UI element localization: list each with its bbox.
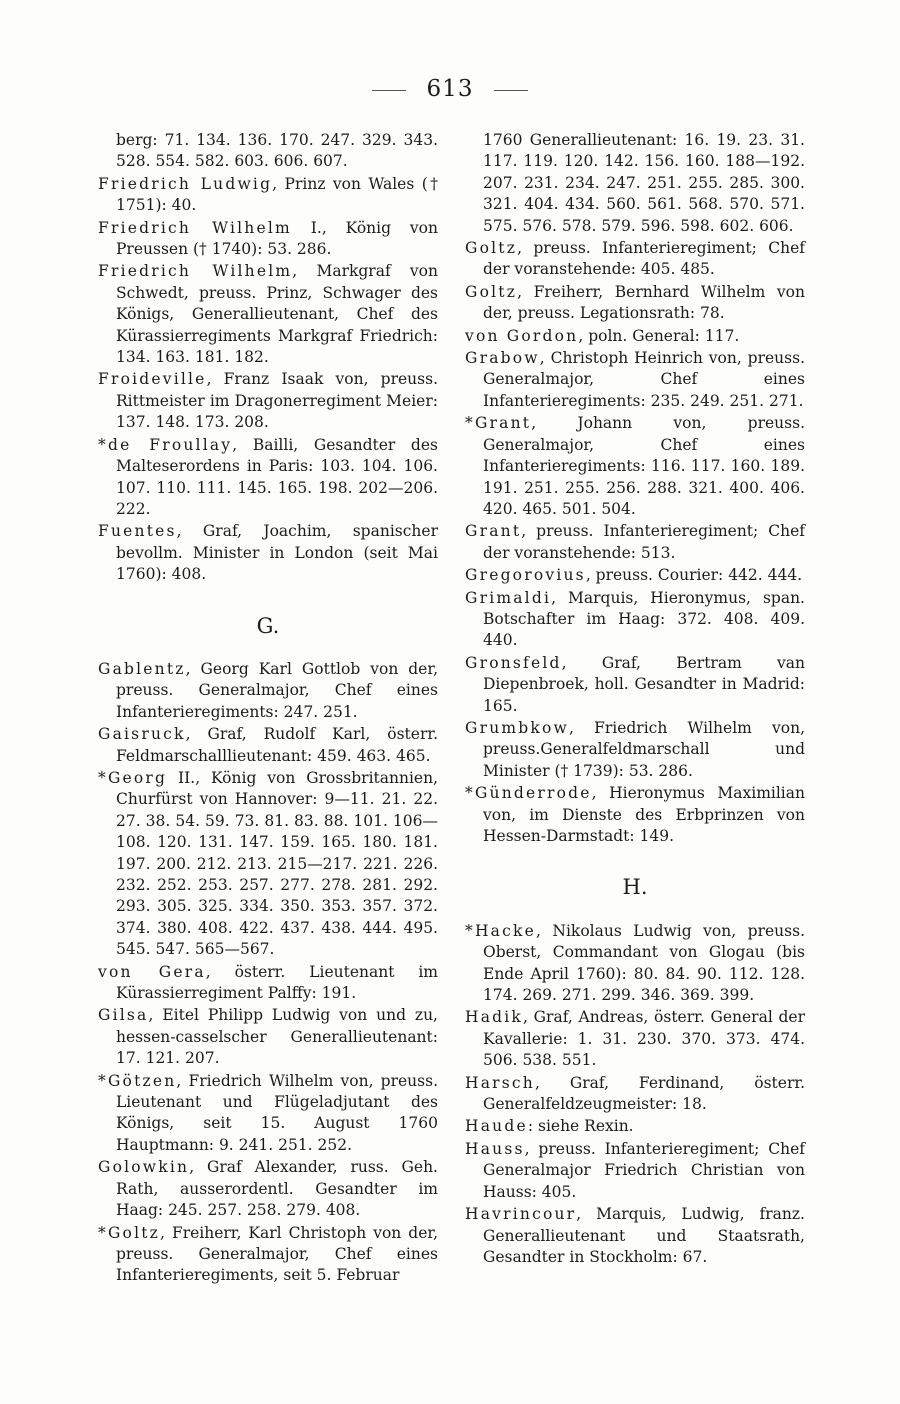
index-entry [98,174,438,217]
entry-text: , Graf, Joachim, spanischer bevollm. Minister in London (seit Mai 1760): 408. [116,522,438,584]
entry-text: II., König von Grossbritannien, Churfürst von Hannover: 9—11. 21. 22. 27. 38. 54. 59. 73. 81. 83. 88. 101. 106—108. 120. 131. 147. 159. 165. 180. 181. 197. 200. 212. 213. 215—217. 221. 226. 232. 252. 253. 257. 277. 278. 281. 292. 293. 305. 325. 334. 350. 353. 357. 372. 374. 380. 408. 422. 437. 438. 444. 495. 545. 547. 565—567. [116,768,438,959]
entry-text: , preuss. Infanterieregiment; Chef Generalmajor Friedrich Christian von Hauss: 405. [483,1139,805,1201]
entry-name: Goltz [465,239,518,258]
entry-text: I., König von Preussen († 1740): 53. 286. [116,218,438,259]
entry-name: *de Froullay [98,435,233,454]
entry-name: Friedrich Ludwig [98,174,273,193]
index-entry [465,1116,805,1137]
index-entry [98,435,438,521]
entry-text: , Prinz von Wales († 1751): 40. [116,174,439,215]
index-entry [465,521,805,564]
index-entry [465,348,805,412]
entry-text: berg: 71. 134. 136. 170. 247. 329. 343. 528. 554. 582. 603. 606. 607. [116,131,438,171]
entry-name: Gregorovius [465,566,586,585]
entry-name: Gablentz [98,659,186,678]
index-entry [465,130,805,237]
entry-text: , Georg Karl Gottlob von der, preuss. Generalmajor, Chef eines Infanterieregiments: 247. 251. [116,659,438,721]
index-entry [98,724,438,767]
section-letter-h: H. [622,875,648,900]
entry-text: , Freiherr, Karl Christoph von der, preuss. Generalmajor, Chef eines Infanterieregiments, seit 5. Februar [116,1223,438,1285]
entry-name: Havrincour [465,1205,577,1224]
index-entry [465,588,805,652]
index-entry [465,413,805,520]
index-entry [465,238,805,281]
entry-name: *Günderrode [465,784,592,803]
index-entry [465,1139,805,1203]
entry-text: , Friedrich Wilhelm von, preuss.Generalfeldmarschall und Minister († 1739): 53. 286. [483,718,805,780]
left-entries-before [98,130,438,586]
index-entry [465,565,805,586]
index-entry [98,962,438,1005]
entry-text: : siehe Rexin. [527,1117,634,1136]
index-entry [465,1073,805,1116]
entry-text: , Freiherr, Bernhard Wilhelm von der, preuss. Legationsrath: 78. [483,282,805,323]
entry-name: Friedrich Wilhelm [98,262,293,281]
index-entry [98,1157,438,1221]
entry-text: , Marquis, Hieronymus, span. Botschafter im Haag: 372. 408. 409. 440. [483,588,805,650]
entry-name: Gilsa [98,1006,149,1025]
entry-text: , Graf, Ferdinand, österr. Generalfeldzeugmeister: 18. [483,1073,805,1114]
entry-name: Hauss [465,1139,525,1158]
index-entry [465,326,805,347]
entry-name: *Grant [465,414,532,433]
right-column [465,130,805,1269]
entry-text: , Eitel Philipp Ludwig von und zu, hessen-casselscher Generallieutenant: 17. 121. 207. [116,1006,438,1068]
entry-text: , Hieronymus Maximilian von, im Dienste des Erbprinzen von Hessen-Darmstadt: 149. [483,784,805,845]
entry-text: , Marquis, Ludwig, franz. Generallieutenant und Staatsrath, Gesandter in Stockholm: 67. [483,1205,805,1266]
left-entries-after [98,659,438,1287]
index-entry [465,1007,805,1071]
entry-text: , Markgraf von Schwedt, preuss. Prinz, Schwager des Königs, Generallieutenant, Chef des Kürassierregiments Markgraf Friedrich: 134. 163. 181. 182. [116,262,438,367]
header-dash-right [494,90,528,91]
entry-name: Haude [465,1117,528,1136]
entry-name: Hadik [465,1008,524,1027]
entry-name: *Georg [98,768,168,787]
index-entry [98,659,438,723]
entry-text: , preuss. Courier: 442. 444. [585,566,803,585]
entry-text: , Graf, Andreas, österr. General der Kavallerie: 1. 31. 230. 370. 373. 474. 506. 538. 551. [483,1008,805,1070]
index-entry [465,783,805,847]
index-entry [98,1223,438,1287]
section-letter-g: G. [256,613,280,638]
entry-text: , österr. Lieutenant im Kürassierregiment Palffy: 191. [116,962,438,1003]
entry-text: , Johann von, preuss. Generalmajor, Chef eines Infanterieregiments: 116. 117. 160. 189. 191. 251. 255. 256. 288. 321. 400. 406. 420. 465. 501. 504. [483,414,805,518]
entry-name: von Gera [98,962,206,981]
entry-name: Friedrich Wilhelm [98,218,292,237]
entry-name: *Hacke [465,921,536,940]
entry-name: Fuentes [98,522,177,541]
index-entry [98,521,438,585]
index-entry [98,130,438,173]
entry-name: *Götzen [98,1071,177,1090]
entry-text: , Nikolaus Ludwig von, preuss. Oberst, Commandant von Glogau (bis Ende April 1760): 80. 84. 90. 112. 128. 174. 269. 271. 299. 346. 369. 399. [483,921,805,1005]
entry-text: , Graf, Bertram van Diepenbroek, holl. Gesandter in Madrid: 165. [483,653,805,715]
page-number: 613 [426,76,474,102]
entry-name: von Gordon [465,326,579,345]
index-entry [465,718,805,782]
entry-name: Goltz [465,282,518,301]
entry-text: , poln. General: 117. [578,326,740,345]
index-entry [98,261,438,368]
index-entry [98,768,438,961]
left-column [98,130,438,1288]
entry-text: , Graf Alexander, russ. Geh. Rath, ausserordentl. Gesandter im Haag: 245. 257. 258. 279. 408. [116,1158,438,1220]
entry-text: , Friedrich Wilhelm von, preuss. Lieutenant und Flügeladjutant des Königs, seit 15. August 1760 Hauptmann: 9. 241. 251. 252. [116,1071,438,1154]
entry-name: Grant [465,522,522,541]
header-dash-left [372,90,406,91]
index-entry [98,1071,438,1157]
entry-text: , Christoph Heinrich von, preuss. Generalmajor, Chef eines Infanterieregiments: 235. 249. 251. 271. [483,349,805,410]
index-entry [465,653,805,717]
entry-text: , preuss. Infanterieregiment; Chef der voranstehende: 405. 485. [483,239,805,279]
entry-text: , Franz Isaak von, preuss. Rittmeister im Dragonerregiment Meier: 137. 148. 173. 208. [116,370,438,432]
page-header [0,76,900,102]
entry-text: , Bailli, Gesandter des Malteserordens in Paris: 103. 104. 106. 107. 110. 111. 145. 165. 198. 202—206. 222. [116,435,438,518]
entry-name: Gaisruck [98,725,186,744]
entry-name: Grimaldi [465,588,552,607]
entry-name: Grumbkow [465,718,569,737]
index-entry [98,218,438,261]
index-entry [465,282,805,325]
entry-name: Gronsfeld [465,653,562,672]
entry-name: Harsch [465,1073,535,1092]
entry-name: Froideville [98,370,207,389]
right-entries-after [465,921,805,1269]
entry-text: 1760 Generallieutenant: 16. 19. 23. 31. 117. 119. 120. 142. 156. 160. 188—192. 207. 231. 234. 247. 251. 255. 285. 300. 321. 404. 434. 560. 561. 568. 570. 571. 575. 576. 578. 579. 596. 598. 602. 606. [483,131,805,235]
index-entry [465,921,805,1007]
entry-name: *Goltz [98,1223,161,1242]
entry-text: , Graf, Rudolf Karl, österr. Feldmarschalllieutenant: 459. 463. 465. [116,725,438,765]
entry-text: , preuss. Infanterieregiment; Chef der voranstehende: 513. [483,522,805,562]
entry-name: Golowkin [98,1158,190,1177]
entry-name: Grabow [465,349,540,368]
index-entry [465,1204,805,1268]
index-entry [98,1005,438,1069]
index-entry [98,369,438,433]
right-entries-before [465,130,805,847]
